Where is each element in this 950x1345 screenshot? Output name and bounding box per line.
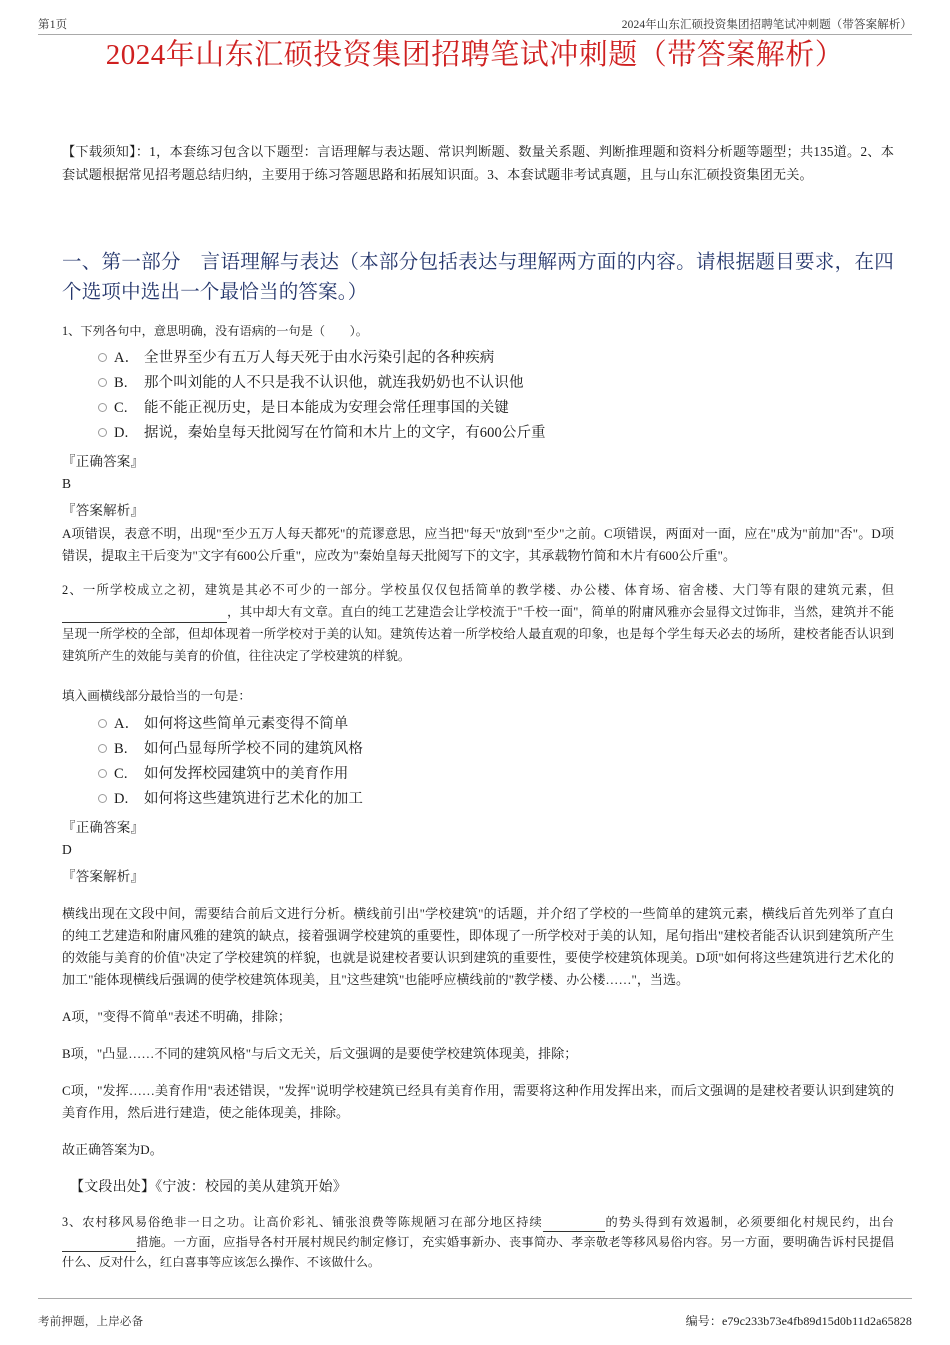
running-title: 2024年山东汇硕投资集团招聘笔试冲刺题（带答案解析） [621,19,912,31]
question-3-stem [62,1212,894,1272]
radio-icon[interactable] [98,353,107,362]
question-3-stem-seg1: 农村移风易俗绝非一日之功。让高价彩礼、铺张浪费等陈规陋习在部分地区持续 [82,1215,543,1229]
option-row[interactable] [62,395,894,420]
option-row[interactable] [62,786,894,811]
fill-blank[interactable] [62,609,227,623]
option-text: 如何凸显每所学校不同的建筑风格 [144,740,363,757]
fill-blank[interactable] [543,1219,605,1232]
option-row[interactable] [62,761,894,786]
question-2-number: 2、 [62,583,83,597]
question-1-analysis: A项错误，表意不明，出现"至少五万人每天都死"的荒谬意思，应当把"每天"放到"至少"之前。C项错误，两面对一面，应在"成为"前加"否"。D项错误，提取主干后变为"文字有600公斤重"，应改为"秦始皇每天批阅写下的文字，其承载物竹简和木片有600公斤重"。 [62,526,894,563]
question-3-stem-seg2: 的势头得到有效遏制，必须要细化村规民约，出台 [604,1215,894,1229]
question-1-stem [62,321,894,341]
document-body [62,140,894,1272]
option-text: 如何将这些建筑进行艺术化的加工 [144,790,363,807]
option-text: 据说，秦始皇每天批阅写在竹简和木片上的文字，有600公斤重 [144,424,546,441]
question-1-answer: B [62,476,72,491]
question-1-number: 1、 [62,324,81,338]
section-heading: 一、第一部分 言语理解与表达（本部分包括表达与理解两方面的内容。请根据题目要求，在四个选项中选出一个最恰当的答案。） [62,252,894,303]
question-2-analysis-para: A项，"变得不简单"表述不明确，排除； [62,1009,291,1024]
option-row[interactable] [62,736,894,761]
option-letter: A． [114,715,140,732]
question-3-stem-seg3: 措施。一方面，应指导各村开展村规民约制定修订，充实婚事新办、丧事简办、孝亲敬老等移风易俗内容。另一方面，要明确告诉村民提倡什么、反对什么，红白喜事等应该怎么操作、不该做什么。 [62,1235,894,1269]
question-2-source [62,1177,894,1199]
radio-icon[interactable] [98,378,107,387]
option-row[interactable] [62,345,894,370]
question-2-analysis-para: B项，"凸显……不同的建筑风格"与后文无关，后文强调的是要使学校建筑体现美，排除； [62,1046,578,1061]
option-letter: C. [114,765,128,782]
option-row[interactable] [62,711,894,736]
question-2-analysis-para: C项，"发挥……美育作用"表述错误，"发挥"说明学校建筑已经具有美育作用，需要将这种作用发挥出来，而后文强调的是建校者要认识到建筑的美育作用，然后进行建造，使之能体现美，排除。 [62,1083,894,1120]
page-header [38,10,912,35]
question-2 [62,579,894,1199]
radio-icon[interactable] [98,744,107,753]
radio-icon[interactable] [98,403,107,412]
question-3 [62,1212,894,1272]
radio-icon[interactable] [98,428,107,437]
fill-blank[interactable] [62,1239,136,1252]
option-text: 如何发挥校园建筑中的美育作用 [144,765,349,782]
question-2-answer: D [62,842,72,857]
option-letter: B. [114,740,128,757]
option-text: 全世界至少有五万人每天死于由水污染引起的各种疾病 [144,349,495,366]
question-2-options [62,711,894,811]
question-2-stem-part1: 一所学校成立之初，建筑是其必不可少的一部分。学校虽仅仅包括简单的教学楼、办公楼、体育场、宿舍楼、大门等有限的建筑元素，但 [82,583,895,597]
radio-icon[interactable] [98,769,107,778]
page-footer [38,1298,912,1329]
question-1-options [62,345,894,445]
page-number-label: 第1页 [38,19,68,31]
answer-analysis-label: 『答案解析』 [62,503,145,518]
source-title: 《宁波：校园的美从建筑开始》 [155,1180,348,1195]
question-1 [62,321,894,566]
page-title: 2024年山东汇硕投资集团招聘笔试冲刺题（带答案解析） [105,39,845,71]
option-text: 能不能正视历史，是日本能成为安理会常任理事国的关键 [144,399,509,416]
footer-serial-number: 编号：e79c233b73e4fb89d15d0b11d2a65828 [685,1314,912,1328]
option-letter: D. [114,424,129,441]
question-3-number: 3、 [62,1215,83,1229]
download-notice: 【下载须知】：1，本套练习包含以下题型：言语理解与表达题、常识判断题、数量关系题、判断推理题和资料分析题等题型；共135道。2、本套试题根据常见招考题总结归纳，主要用于练习答题思路和拓展知识面。3、本套试题非考试真题，且与山东汇硕投资集团无关。 [62,144,894,182]
correct-answer-label: 『正确答案』 [62,454,145,469]
answer-analysis-label: 『答案解析』 [62,869,145,884]
question-2-stem-part2: ，其中却大有文章。直白的纯工艺建造会让学校流于"千校一面"，简单的附庸风雅亦会显得文过饰非，当然，建筑并不能呈现一所学校的全部，但却体现着一所学校对于美的认知。建筑传达着一所学校给人最直观的印象，也是每个学生每天必去的场所，建校者能否认识到建筑所产生的效能与美育的价值，往往决定了学校建筑的样貌。 [62,605,894,663]
option-letter: A． [114,349,140,366]
option-letter: C. [114,399,128,416]
source-label: 【文段出处】 [70,1180,156,1195]
question-2-stem [62,579,894,667]
question-2-prompt: 填入画横线部分最恰当的一句是： [62,689,251,703]
question-1-stem-text: 下列各句中，意思明确，没有语病的一句是（ ）。 [80,324,368,338]
option-row[interactable] [62,420,894,445]
question-2-analysis-conclusion: 故正确答案为D。 [62,1142,163,1157]
correct-answer-label: 『正确答案』 [62,820,145,835]
option-text: 那个叫刘能的人不只是我不认识他，就连我奶奶也不认识他 [144,374,524,391]
option-letter: D. [114,790,129,807]
option-text: 如何将这些简单元素变得不简单 [144,715,349,732]
radio-icon[interactable] [98,794,107,803]
option-letter: B. [114,374,128,391]
radio-icon[interactable] [98,719,107,728]
footer-slogan: 考前押题，上岸必备 [38,1316,144,1328]
option-row[interactable] [62,370,894,395]
question-2-analysis-para: 横线出现在文段中间，需要结合前后文进行分析。横线前引出"学校建筑"的话题，并介绍了学校的一些简单的建筑元素，横线后首先列举了直白的纯工艺建造和附庸风雅的建筑的缺点，接着强调学校建筑的重要性，即体现了一所学校对于美的认知，尾句指出"建校者能否认识到建筑所产生的效能与美育的价值"决定了学校建筑的样貌，也就是说建校者要认识到建筑的重要性，要使学校建筑体现美。D项"如何将这些建筑进行艺术化的加工"能体现横线后强调的使学校建筑体现美，且"这些建筑"也能呼应横线前的"教学楼、办公楼……"，当选。 [62,906,894,987]
